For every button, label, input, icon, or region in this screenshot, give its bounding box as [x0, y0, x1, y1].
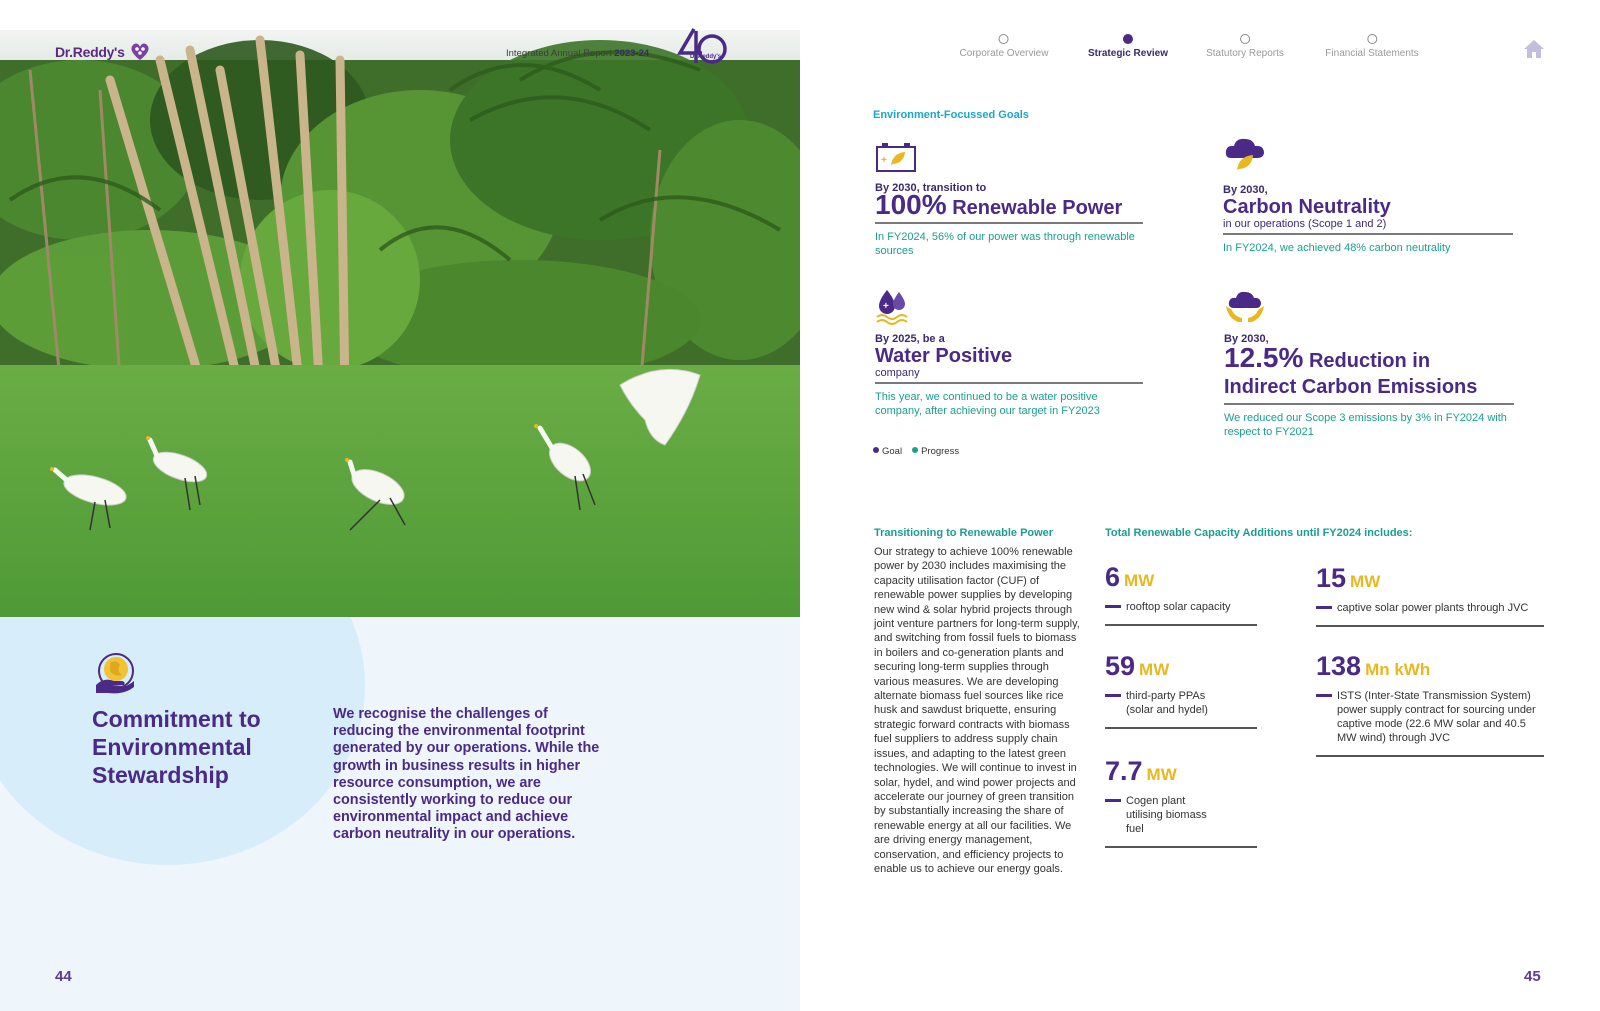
nav-dot [1367, 34, 1377, 44]
page-number-right: 45 [1524, 968, 1541, 985]
capacity-value [1105, 756, 1257, 790]
transition-heading: Transitioning to Renewable Power [874, 527, 1054, 539]
page-number-left: 44 [55, 968, 72, 985]
goals-heading: Environment-Focussed Goals [873, 109, 1029, 121]
nav-statutory-reports[interactable] [1206, 34, 1284, 59]
goal-main [1224, 342, 1514, 400]
brand-wordmark: Dr.Reddy's [55, 44, 125, 60]
goal-sub: company [875, 367, 920, 379]
goal-main [875, 189, 1143, 220]
nav-label: Financial Statements [1325, 48, 1419, 59]
legend-progress [912, 446, 959, 457]
legend-goal-label: Goal [882, 446, 903, 457]
divider [1105, 727, 1257, 729]
capacity-item [1105, 756, 1257, 848]
cloud-leaf-icon [1223, 136, 1267, 174]
legend-goal [873, 446, 902, 457]
goal-big-value: 12.5% [1224, 342, 1304, 373]
capacity-unit: MW [1146, 765, 1177, 784]
divider [1105, 846, 1257, 848]
report-year: 2023-24 [614, 48, 650, 59]
goal-pre: By 2030, [1223, 184, 1268, 196]
goal-renewable-power [875, 141, 1143, 258]
capacity-desc: third-party PPAs (solar and hydel) [1105, 689, 1225, 717]
commitment-icon [92, 651, 138, 702]
nav-financial-statements[interactable] [1325, 34, 1418, 59]
capacity-item [1105, 562, 1257, 626]
goal-pre: By 2025, be a [875, 333, 945, 345]
divider [875, 222, 1143, 224]
home-icon [1522, 38, 1546, 60]
goal-carbon-neutrality [1223, 136, 1513, 255]
transition-body: Our strategy to achieve 100% renewable power by 2030 includes maximising the capacity utilisation factor (CUF) of renewable power supplies by developing new wind & solar hybrid projects through joint venture partners for long-term supply, and switching from fossil fuels to biomass in boilers and co-generation plants and securing long-term supplies through various measures. We are developing alternate biomass fuel sources like rice husk and sawdust briquette, ensuring strategic forward contracts with biomass fuel suppliers to address supply chain issues, and adapting to the latest green technologies. We will continue to invest in solar, hydel, and wind power projects and accelerate our journey of green transition by substantially increasing the share of renewable energy at all our facilities. We are driving energy management, conservation, and efficiency projects to enable us to achieve our energy goals. [874, 546, 1080, 875]
goal-main-text: Carbon Neutrality [1223, 196, 1391, 218]
capacity-desc: rooftop solar capacity [1105, 600, 1257, 614]
divider [1224, 403, 1514, 405]
capacity-desc: captive solar power plants through JVC [1316, 601, 1544, 615]
home-button[interactable] [1522, 38, 1546, 65]
report-title-text: Integrated Annual Report [506, 48, 612, 59]
capacity-unit: Mn kWh [1365, 660, 1431, 679]
capacity-number: 7.7 [1105, 756, 1143, 786]
nav-dot [1240, 34, 1250, 44]
goal-water-positive [875, 286, 1143, 418]
capacity-unit: MW [1139, 660, 1170, 679]
commitment-title: Commitment to Environmental Stewardship [92, 706, 261, 788]
capacity-value [1105, 562, 1257, 596]
capacity-heading: Total Renewable Capacity Additions until FY2024 includes: [1105, 527, 1413, 539]
goal-big-value: 100% [875, 189, 947, 220]
divider [1316, 755, 1544, 757]
section-nav [950, 34, 1450, 64]
commitment-text: We recognise the challenges of reducing the environmental footprint generated by our operations. While the growth in business results in higher resource consumption, we are consistently working to reduce our environmental impact and achieve carbon neutrality in our operations. [333, 706, 600, 843]
legend [873, 446, 959, 457]
capacity-value [1105, 651, 1257, 685]
goal-progress: This year, we continued to be a water positive company, after achieving our target in FY2023 [875, 390, 1100, 417]
capacity-unit: MW [1124, 571, 1155, 590]
goal-pre: By 2030, [1224, 333, 1269, 345]
capacity-value [1316, 563, 1544, 597]
brand-logo [55, 42, 151, 62]
svg-text:+: + [881, 155, 887, 166]
goal-pre: By 2030, transition to [875, 182, 987, 194]
goal-sub: in our operations (Scope 1 and 2) [1223, 218, 1387, 230]
capacity-unit: MW [1350, 572, 1381, 591]
capacity-item [1316, 651, 1544, 757]
hand-globe-icon [92, 651, 138, 697]
water-drop-icon [875, 286, 913, 326]
svg-text:+: + [883, 301, 889, 312]
capacity-number: 6 [1105, 562, 1121, 592]
capacity-desc: Cogen plant utilising biomass fuel [1105, 794, 1225, 836]
goal-main-text-2: Indirect Carbon Emissions [1224, 376, 1478, 398]
capacity-number: 15 [1316, 563, 1347, 593]
legend-progress-label: Progress [921, 446, 960, 457]
goal-main-text: Renewable Power [952, 197, 1123, 219]
report-title [506, 48, 649, 59]
hands-cloud-icon [1224, 288, 1266, 326]
divider [1223, 233, 1513, 235]
goal-main-text: Water Positive [875, 345, 1013, 367]
nav-dot [999, 34, 1009, 44]
badge-brand-text: Dr.Reddy's [690, 54, 722, 60]
capacity-number: 59 [1105, 651, 1136, 681]
nav-label: Statutory Reports [1206, 48, 1284, 59]
goal-main-text: Reduction in [1308, 350, 1431, 372]
goal-progress: We reduced our Scope 3 emissions by 3% in FY2024 with respect to FY2021 [1224, 411, 1507, 438]
egrets-photo [0, 0, 800, 617]
divider [1105, 624, 1257, 626]
nav-dot-active [1123, 34, 1133, 44]
goal-progress: In FY2024, we achieved 48% carbon neutrality [1223, 241, 1451, 254]
heart-logo-icon [129, 42, 151, 62]
nav-label: Strategic Review [1087, 48, 1169, 59]
goal-progress: In FY2024, 56% of our power was through renewable sources [875, 230, 1135, 257]
battery-leaf-icon [875, 141, 917, 173]
anniversary-badge [676, 25, 728, 74]
divider [1316, 625, 1544, 627]
capacity-number: 138 [1316, 651, 1362, 681]
capacity-item [1316, 563, 1544, 627]
capacity-item [1105, 651, 1257, 729]
nav-corporate-overview[interactable] [960, 34, 1049, 59]
nav-label: Corporate Overview [959, 48, 1049, 59]
goal-indirect-emissions [1224, 288, 1514, 439]
divider [875, 382, 1143, 384]
nav-strategic-review[interactable] [1088, 34, 1168, 59]
forty-years-badge-icon [676, 25, 728, 69]
capacity-desc: ISTS (Inter-State Transmission System) power supply contract for sourcing under captive mode (22.6 MW solar and 40.5 MW wind) through JVC [1316, 689, 1544, 745]
capacity-value [1316, 651, 1544, 685]
